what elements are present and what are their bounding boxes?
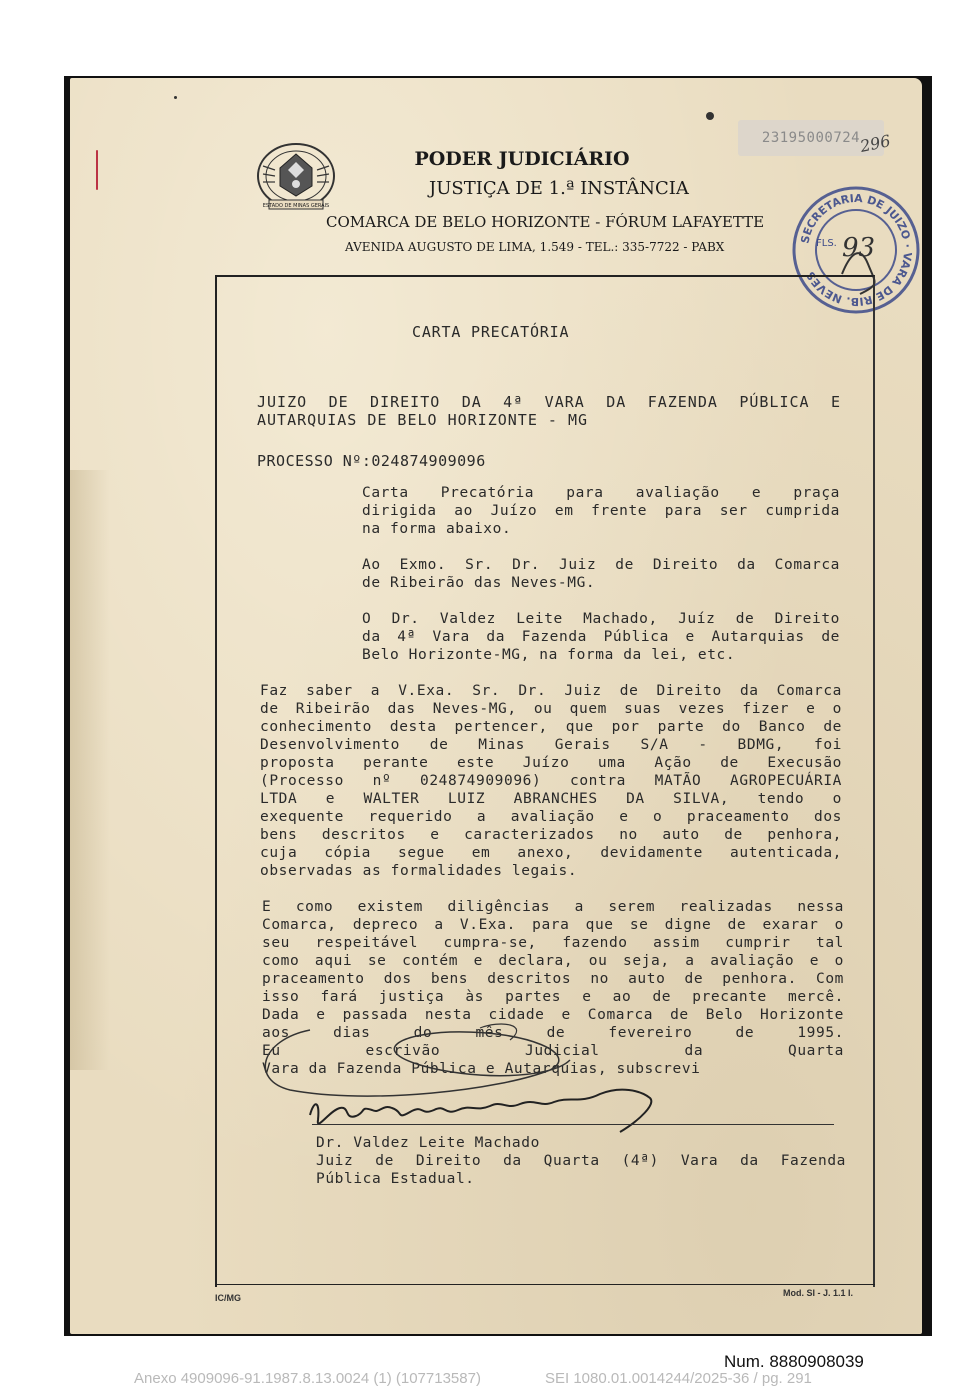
text-line: Dada e passada nesta cidade e Comarca de Belo Horizonte	[262, 1007, 844, 1023]
text-line: Comarca, depreco a V.Exa. para que se digne de exarar o	[262, 917, 844, 933]
paper-stain	[70, 470, 110, 1070]
text-line: Faz saber a V.Exa. Sr. Dr. Juiz de Direito da Comarca	[260, 683, 842, 699]
paper-mark	[96, 150, 98, 190]
text-line: de Ribeirão das Neves-MG.	[362, 575, 596, 591]
text-line: E como existem diligências a serem realizadas nessa	[262, 899, 844, 915]
paper-speck	[174, 96, 177, 99]
text-line: como aqui se contém e declara, ou seja, a avaliação e o	[262, 953, 844, 969]
text-line: isso fará justiça às partes e ao de precante mercê.	[262, 989, 844, 1005]
protocol-number-stamp: 23195000724	[738, 120, 884, 156]
document-title: CARTA PRECATÓRIA	[412, 323, 570, 341]
court-heading	[257, 393, 841, 429]
text-line: exequente requerido a avaliação e o praceamento dos	[260, 809, 842, 825]
text-line: O Dr. Valdez Leite Machado, Juíz de Direito	[362, 611, 840, 627]
annex-reference: Anexo 4909096-91.1987.8.13.0024 (1) (107713587)	[134, 1370, 481, 1387]
text-line: praceamento dos bens descritos no auto de penhora. Com	[262, 971, 844, 987]
text-line: (Processo nº 024874909096) contra MATÃO AGROPECUÁRIA	[260, 773, 842, 789]
text-line: LTDA e WALTER LUIZ ABRANCHES DA SILVA, tendo o	[260, 791, 842, 807]
header-comarca: COMARCA DE BELO HORIZONTE - FÓRUM LAFAYETTE	[326, 213, 765, 231]
text-line: Eu escrivão Judicial da Quarta	[262, 1043, 844, 1059]
seal-handwritten-number: 93	[842, 233, 876, 263]
header-address: AVENIDA AUGUSTO DE LIMA, 1.549 - TEL.: 335-7722 - PABX	[345, 240, 725, 254]
paragraph-body	[260, 682, 842, 880]
court-line: AUTARQUIAS DE BELO HORIZONTE - MG	[257, 411, 589, 429]
sei-reference: SEI 1080.01.0014244/2025-36 / pg. 291	[545, 1370, 812, 1387]
document-frame-bottom	[215, 1284, 875, 1285]
form-code-left: IC/MG	[215, 1293, 241, 1303]
document-number: Num. 8880908039	[724, 1352, 864, 1371]
signer-title: Pública Estadual.	[316, 1171, 475, 1187]
coat-of-arms-label: ESTADO DE MINAS GERAIS	[262, 203, 330, 209]
paper-speck	[706, 112, 714, 120]
text-line: conhecimento desta pertencer, que por parte do Banco de	[260, 719, 842, 735]
text-line: Desenvolvimento de Minas Gerais S/A - BDMG, foi	[260, 737, 842, 753]
text-line: seu respeitável cumpra-se, fazendo assim cumprir tal	[262, 935, 844, 951]
handwritten-page-number: 296	[858, 131, 893, 156]
text-line: bens descritos e caracterizados no auto de penhora,	[260, 827, 842, 843]
court-line: JUIZO DE DIREITO DA 4ª VARA DA FAZENDA PÚBLICA E	[257, 393, 841, 411]
paragraph-addressee	[362, 556, 840, 592]
text-line: observadas as formalidades legais.	[260, 863, 578, 879]
signer-block	[316, 1134, 846, 1188]
header-justica: JUSTIÇA DE 1.ª INSTÂNCIA	[429, 178, 689, 199]
seal-text: SECRETARIA DE JUIZO · VARA DE RIB. NEVES	[798, 191, 915, 309]
paragraph-purpose	[362, 484, 840, 538]
text-line: aos dias do mês de fevereiro de 1995.	[262, 1025, 844, 1041]
text-line: na forma abaixo.	[362, 521, 512, 537]
paragraph-judge	[362, 610, 840, 664]
form-code-right: Mod. SI - J. 1.1 I.	[783, 1288, 854, 1298]
text-line: de Ribeirão das Neves-MG, ou quem suas vezes fizer e o	[260, 701, 842, 717]
signer-name: Dr. Valdez Leite Machado	[316, 1135, 540, 1151]
text-line: dirigida ao Juízo em frente para ser cumprida	[362, 503, 840, 519]
seal-fls-label: FLS.	[816, 238, 837, 249]
text-line: Vara da Fazenda Pública e Autarquias, subscrevi	[262, 1061, 701, 1077]
header-poder-judiciario: PODER JUDICIÁRIO	[414, 148, 630, 170]
signature-line	[312, 1124, 834, 1125]
text-line: da 4ª Vara da Fazenda Pública e Autarquias de	[362, 629, 840, 645]
text-line: Carta Precatória para avaliação e praça	[362, 485, 840, 501]
text-line: Belo Horizonte-MG, na forma da lei, etc.	[362, 647, 736, 663]
text-line: cuja cópia segue em anexo, devidamente autenticada,	[260, 845, 842, 861]
text-line: proposta perante este Juízo uma Ação de Execusão	[260, 755, 842, 771]
process-number: PROCESSO Nº:024874909096	[257, 452, 486, 470]
signer-title: Juiz de Direito da Quarta (4ª) Vara da Fazenda	[316, 1153, 846, 1169]
text-line: Ao Exmo. Sr. Dr. Juiz de Direito da Comarca	[362, 557, 840, 573]
